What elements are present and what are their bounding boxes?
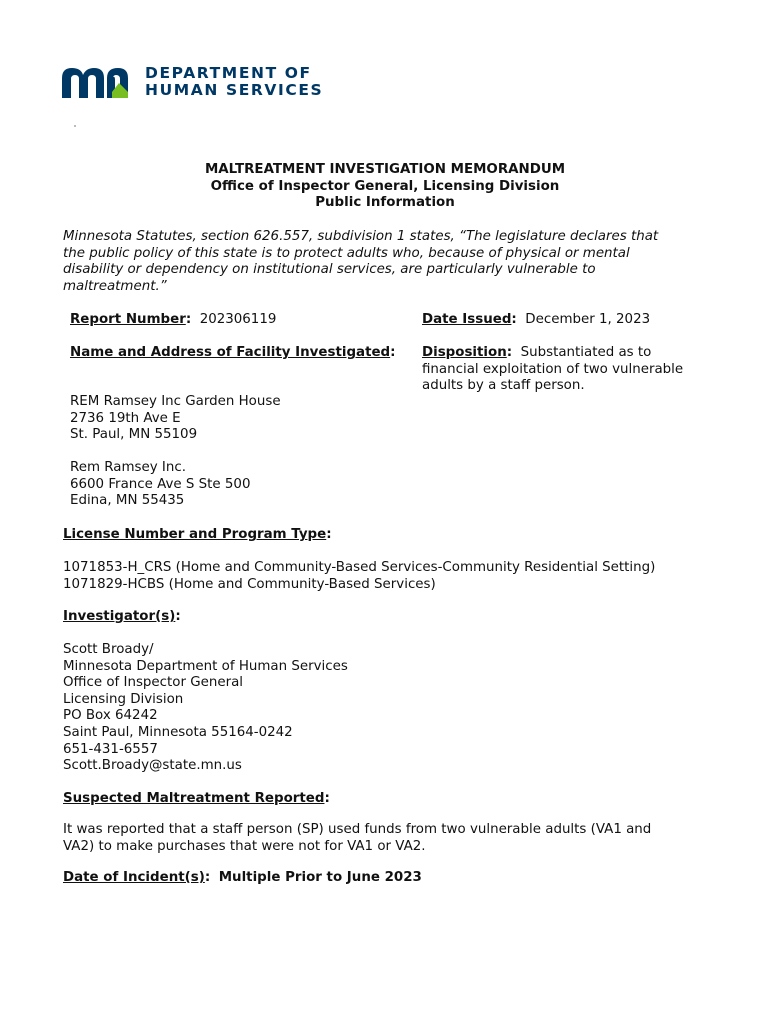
contact-line: Licensing Division xyxy=(63,691,184,707)
disposition-line: financial exploitation of two vulnerable xyxy=(422,361,684,377)
license-heading-label: License Number and Program Type xyxy=(63,527,327,542)
contact-line: PO Box 64242 xyxy=(63,708,158,724)
statute-line: maltreatment.” xyxy=(63,278,167,294)
disposition: Disposition: Substantiated as to financial exploitation of two vulnerable adults by a staff person. xyxy=(422,345,684,394)
email-address: Scott.Broady@state.mn.us xyxy=(63,758,242,774)
title-line-2: Office of Inspector General, Licensing Division xyxy=(210,178,560,194)
suspected-description xyxy=(63,822,651,855)
facility-address xyxy=(70,394,281,444)
address-line: REM Ramsey Inc Garden House xyxy=(70,394,281,409)
license-heading: License Number and Program Type: xyxy=(63,527,332,542)
statute-line: disability or dependency on institutional services, are particularly vulnerable to xyxy=(63,262,596,278)
report-number-label: Report Number xyxy=(70,312,186,327)
date-issued: Date Issued: December 1, 2023 xyxy=(422,312,651,327)
logo-line-2: HUMAN SERVICES xyxy=(145,81,324,99)
license-list xyxy=(63,560,655,593)
phone-number: 651-431-6557 xyxy=(63,741,158,757)
disposition-label: Disposition xyxy=(422,345,507,360)
suspected-heading-label: Suspected Maltreatment Reported xyxy=(63,791,325,806)
title-line-3: Public Information xyxy=(315,195,455,211)
license-line: 1071829-HCBS (Home and Community-Based Services) xyxy=(63,576,436,592)
contact-line: Saint Paul, Minnesota 55164-0242 xyxy=(63,724,293,740)
address-line: St. Paul, MN 55109 xyxy=(70,427,198,443)
address-line: Rem Ramsey Inc. xyxy=(70,460,186,475)
title-line-1: MALTREATMENT INVESTIGATION MEMORANDUM xyxy=(204,162,566,177)
contact-line: Minnesota Department of Human Services xyxy=(63,658,348,674)
statute-quote xyxy=(63,229,658,295)
report-number-value: 202306119 xyxy=(199,312,277,327)
disposition-line: Substantiated as to xyxy=(520,345,652,360)
facility-heading: Name and Address of Facility Investigated: xyxy=(70,345,396,360)
licensee-address xyxy=(70,460,250,510)
facility-label: Name and Address of Facility Investigated xyxy=(70,345,391,360)
description-line: VA2) to make purchases that were not for VA1 or VA2. xyxy=(63,838,426,854)
statute-line: Minnesota Statutes, section 626.557, subdivision 1 states, “The legislature declares that xyxy=(63,229,659,244)
contact-line: Scott Broady/ xyxy=(63,642,154,657)
department-name xyxy=(145,65,323,99)
incident-date-label: Date of Incident(s) xyxy=(63,870,205,885)
date-issued-label: Date Issued xyxy=(422,312,512,327)
incident-date: Date of Incident(s): Multiple Prior to June 2023 xyxy=(63,870,422,885)
disposition-line: adults by a staff person. xyxy=(422,378,585,394)
investigator-heading: Investigator(s): xyxy=(63,609,181,624)
investigator-heading-label: Investigator(s) xyxy=(63,609,176,624)
contact-line: Office of Inspector General xyxy=(63,675,243,691)
address-line: Edina, MN 55435 xyxy=(70,493,185,509)
incident-date-value: Multiple Prior to June 2023 xyxy=(218,870,422,885)
description-line: It was reported that a staff person (SP) used funds from two vulnerable adults (VA1 and xyxy=(63,822,652,837)
address-line: 6600 France Ave S Ste 500 xyxy=(70,476,251,492)
address-line: 2736 19th Ave E xyxy=(70,410,181,426)
logo-line-1: DEPARTMENT OF xyxy=(145,64,312,82)
memo-title xyxy=(0,162,770,212)
statute-line: the public policy of this state is to protect adults who, because of physical or mental xyxy=(63,245,630,261)
suspected-heading: Suspected Maltreatment Reported: xyxy=(63,791,330,806)
investigator-contact xyxy=(63,642,348,775)
stray-mark xyxy=(74,125,76,127)
license-line: 1071853-H_CRS (Home and Community-Based Services-Community Residential Setting) xyxy=(63,560,656,575)
date-issued-value: December 1, 2023 xyxy=(525,312,651,327)
report-number: Report Number: 202306119 xyxy=(70,312,277,327)
